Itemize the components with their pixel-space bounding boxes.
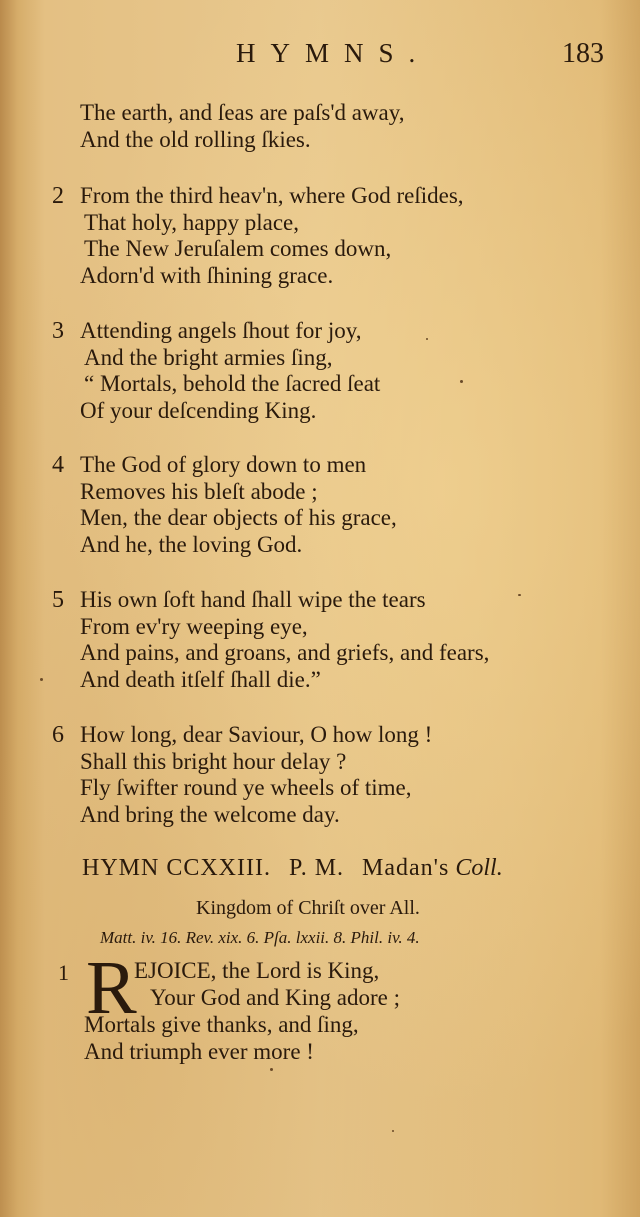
verse-line: His own ſoft hand ſhall wipe the tears <box>80 587 426 612</box>
verse-line: Men, the dear objects of his grace, <box>80 505 397 530</box>
stanza-5 <box>52 587 612 693</box>
ink-speck <box>40 678 43 681</box>
verse-line: How long, dear Saviour, O how long ! <box>80 722 433 747</box>
verse-line: And death itſelf ſhall die.” <box>80 666 321 692</box>
page-header <box>0 38 640 78</box>
running-title: HYMNS. <box>236 38 431 68</box>
verse-line: Your God and King adore ; <box>150 985 401 1010</box>
verse-line: Mortals give thanks, and ſing, <box>84 1012 359 1037</box>
stanza-number: 4 <box>52 452 64 478</box>
page-number: 183 <box>562 38 604 69</box>
verse-line: Of your deſcending King. <box>80 397 317 423</box>
verse-line: From the third heav'n, where God reſides, <box>80 183 464 208</box>
ink-speck <box>392 1130 394 1132</box>
ink-speck <box>460 380 463 383</box>
verse-line: And the bright armies ſing, <box>84 344 333 370</box>
verse-line: The New Jeruſalem comes down, <box>84 236 392 261</box>
hymn-title: HYMN CCXXIII. <box>82 855 271 881</box>
verse-line: Shall this bright hour delay ? <box>80 748 347 774</box>
verse-line: And triumph ever more ! <box>84 1039 314 1064</box>
verse-line: Removes his bleſt abode ; <box>80 478 318 504</box>
stanza-4 <box>52 452 612 558</box>
ink-speck <box>270 1068 273 1071</box>
verse-line: Adorn'd with ſhining grace. <box>80 262 334 288</box>
stanza-number: 6 <box>52 722 64 748</box>
stanza-number: 5 <box>52 587 64 613</box>
stanza-continuation <box>52 100 612 153</box>
stanza-6 <box>52 722 612 828</box>
verse-line: EJOICE, the Lord is King, <box>134 958 380 983</box>
stanza-number: 2 <box>52 183 64 209</box>
hymn-heading <box>82 855 503 882</box>
verse-line: And he, the loving God. <box>80 531 303 557</box>
ink-speck <box>518 594 521 596</box>
verse-line: Attending angels ſhout for joy, <box>80 318 362 343</box>
hymn-source-abbrev: Coll. <box>455 855 503 881</box>
verse-line: And the old rolling ſkies. <box>80 126 311 152</box>
stanza-2 <box>52 183 612 289</box>
drop-cap: R <box>86 946 137 1030</box>
verse-line: “ Mortals, behold the ſacred ſeat <box>84 371 381 396</box>
verse-line: The earth, and ſeas are paſs'd away, <box>80 100 405 125</box>
stanza-number: 3 <box>52 318 64 344</box>
verse-line: Fly ſwifter round ye wheels of time, <box>80 775 412 800</box>
verse-line: The God of glory down to men <box>80 452 367 477</box>
stanza-3 <box>52 318 612 424</box>
verse-line: From ev'ry weeping eye, <box>80 613 308 639</box>
verse-line: That holy, happy place, <box>84 209 300 235</box>
hymn-subject: Kingdom of Chriſt over All. <box>196 897 420 919</box>
ink-speck <box>426 338 428 340</box>
verse-line: And pains, and groans, and griefs, and fears, <box>80 640 490 665</box>
verse-line: And bring the welcome day. <box>80 801 340 827</box>
hymn-metre: P. M. <box>289 855 345 881</box>
hymn-source-name: Madan's <box>362 855 450 881</box>
scripture-references: Matt. iv. 16. Rev. xix. 6. Pſa. lxxii. 8. Phil. iv. 4. <box>100 928 420 947</box>
stanza-number: 1 <box>58 960 69 985</box>
